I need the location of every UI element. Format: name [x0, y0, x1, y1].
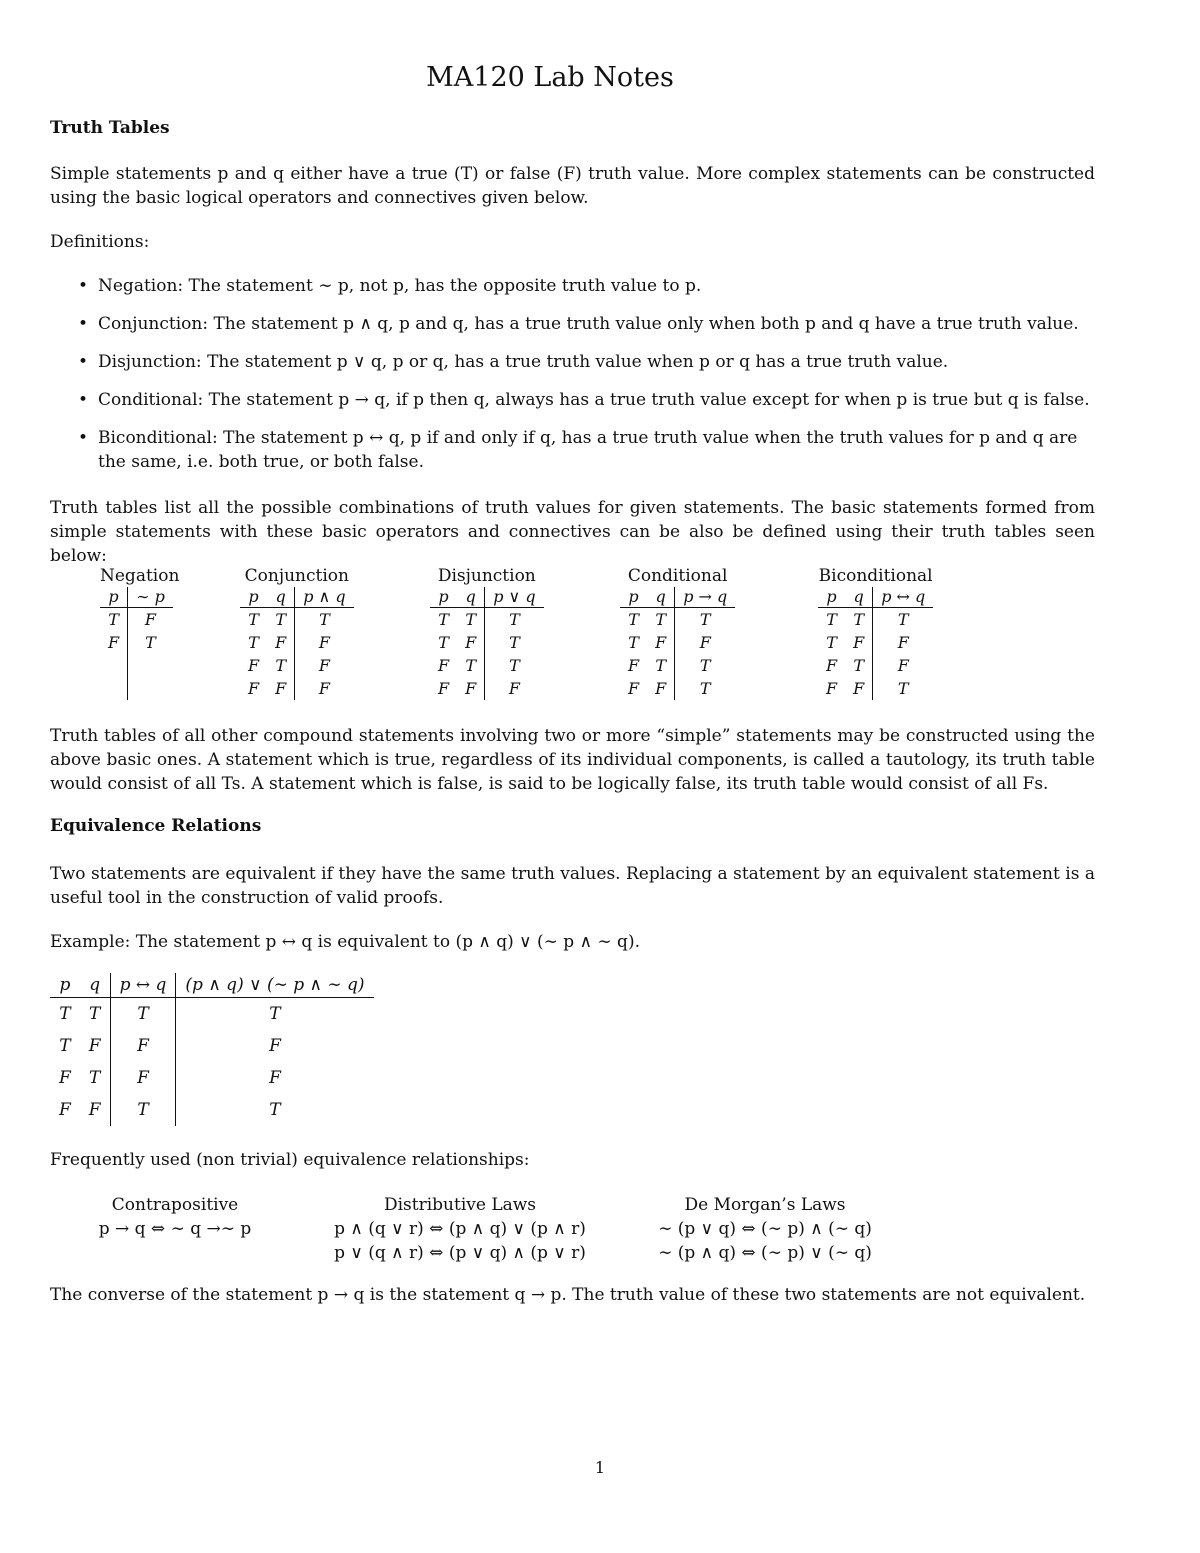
table-cell: T	[275, 610, 286, 629]
distributive-laws	[300, 1193, 620, 1265]
table-header: p	[818, 587, 845, 608]
intro-paragraph: Simple statements p and q either have a true (T) or false (F) truth value. More complex statements can be constructed using the basic logical operators and connectives given below.	[50, 164, 1095, 208]
compound-statements-paragraph: Truth tables of all other compound statements involving two or more “simple” statements may be constructed using the above basic ones. A statement which is true, regardless of its individual components, is called a tautology, its truth table would consist of all Ts. A statement which is false, is said to be logically false, its truth table would consist of all Fs.	[50, 726, 1095, 794]
table-cell: T	[655, 656, 666, 675]
law-heading: Contrapositive	[111, 1195, 239, 1215]
table-cell: F	[655, 679, 667, 698]
truth-tables-paragraph: Truth tables list all the possible combinations of truth values for given statements. The basic statements formed from simple statements with these basic operators and connectives can be also be defined using their truth tables seen below:	[50, 498, 1095, 566]
bullet-icon: •	[78, 390, 89, 410]
table-header: ∼ p	[128, 587, 173, 608]
table-cell: F	[438, 679, 450, 698]
example-line: Example: The statement p ↔ q is equivalent to (p ∧ q) ∨ (∼ p ∧ ∼ q).	[50, 932, 640, 952]
list-item	[50, 426, 1095, 474]
table-cell: F	[248, 679, 260, 698]
table-cell: F	[628, 656, 640, 675]
frequent-relations-label: Frequently used (non trivial) equivalence relationships:	[50, 1150, 530, 1170]
table-caption: Negation	[100, 566, 180, 586]
table-cell: T	[628, 610, 639, 629]
table-caption: Conditional	[627, 566, 728, 586]
table-cell: F	[248, 656, 260, 675]
table-header: q	[457, 587, 485, 608]
table-cell: T	[248, 633, 259, 652]
conditional-table	[620, 565, 735, 700]
table-cell: T	[853, 656, 864, 675]
definition-text: Negation: The statement ∼ p, not p, has the opposite truth value to p.	[98, 276, 702, 296]
table-header: p	[100, 587, 128, 608]
table-cell: F	[295, 677, 354, 700]
table-caption: Disjunction	[437, 566, 536, 586]
table-cell: T	[176, 998, 374, 1031]
table-cell: T	[485, 608, 544, 632]
table-cell: F	[438, 656, 450, 675]
table-cell: T	[110, 998, 176, 1031]
table-cell: F	[465, 633, 477, 652]
de-morgans-laws	[625, 1193, 905, 1265]
table-cell	[128, 677, 173, 700]
law-heading: De Morgan’s Laws	[684, 1195, 846, 1215]
equivalence-table	[50, 973, 374, 1126]
table-cell: F	[826, 679, 838, 698]
table-cell: F	[628, 679, 640, 698]
section-heading-truth-tables: Truth Tables	[50, 118, 170, 138]
table-cell: F	[295, 631, 354, 654]
section-heading-equivalence: Equivalence Relations	[50, 816, 262, 836]
table-header: p	[620, 587, 647, 608]
definition-text: Conjunction: The statement p ∧ q, p and q, has a true truth value only when both p and q have a true truth value.	[98, 314, 1079, 334]
contrapositive-law	[70, 1193, 280, 1241]
table-cell: T	[675, 608, 736, 632]
table-cell: T	[675, 654, 736, 677]
page-number: 1	[594, 1458, 606, 1477]
bullet-icon: •	[78, 314, 89, 334]
table-cell: T	[108, 610, 119, 629]
table-cell: F	[275, 679, 287, 698]
table-caption: Biconditional	[818, 566, 933, 586]
table-cell: T	[128, 631, 173, 654]
table-cell	[128, 654, 173, 677]
table-header: q	[845, 587, 873, 608]
table-cell: T	[485, 631, 544, 654]
page-title: MA120 Lab Notes	[426, 62, 674, 93]
table-cell: F	[88, 1100, 101, 1120]
table-cell: F	[108, 633, 120, 652]
table-cell: F	[853, 633, 865, 652]
bullet-icon: •	[78, 428, 89, 448]
negation-table	[100, 565, 179, 700]
table-cell: T	[275, 656, 286, 675]
table-cell: F	[853, 679, 865, 698]
table-cell: T	[465, 656, 476, 675]
table-cell: F	[176, 1030, 374, 1062]
disjunction-table	[430, 565, 544, 700]
table-header: q	[80, 973, 110, 998]
table-cell: T	[628, 633, 639, 652]
table-cell: F	[59, 1068, 71, 1088]
definition-text: Disjunction: The statement p ∨ q, p or q, has a true truth value when p or q has a true truth value.	[98, 352, 949, 372]
table-cell: F	[655, 633, 667, 652]
table-header: p ↔ q	[873, 587, 934, 608]
table-cell: T	[438, 633, 449, 652]
table-cell: F	[88, 1036, 101, 1056]
table-cell: F	[128, 608, 173, 632]
table-cell: F	[873, 631, 934, 654]
list-item	[50, 312, 1095, 336]
bullet-icon: •	[78, 276, 89, 296]
law-line: ∼ (p ∨ q) ⇔ (∼ p) ∧ (∼ q)	[658, 1219, 872, 1239]
table-cell: T	[248, 610, 259, 629]
table-cell: T	[59, 1004, 71, 1024]
table-cell: T	[873, 608, 934, 632]
definitions-label: Definitions:	[50, 232, 150, 252]
conjunction-table	[240, 565, 354, 700]
table-header: p ∨ q	[485, 587, 544, 608]
table-cell: F	[826, 656, 838, 675]
table-header: p ∧ q	[295, 587, 354, 608]
table-cell: T	[465, 610, 476, 629]
list-item	[50, 388, 1095, 412]
list-item	[50, 350, 1095, 374]
table-header: (p ∧ q) ∨ (∼ p ∧ ∼ q)	[176, 973, 374, 998]
table-cell: T	[89, 1068, 101, 1088]
table-header: p	[240, 587, 267, 608]
law-line: ∼ (p ∧ q) ⇔ (∼ p) ∨ (∼ q)	[658, 1243, 872, 1263]
table-cell: F	[873, 654, 934, 677]
law-line: p → q ⇔ ∼ q →∼ p	[98, 1219, 252, 1239]
table-cell: T	[295, 608, 354, 632]
table-cell: T	[873, 677, 934, 700]
list-item	[50, 274, 1095, 298]
table-cell: T	[89, 1004, 101, 1024]
law-heading: Distributive Laws	[383, 1195, 537, 1215]
table-cell: F	[110, 1030, 176, 1062]
table-header: p ↔ q	[110, 973, 176, 998]
table-cell: T	[59, 1036, 71, 1056]
table-cell: T	[655, 610, 666, 629]
definition-text: Conditional: The statement p → q, if p then q, always has a true truth value except for when p is true but q is false.	[98, 390, 1090, 410]
table-header: p	[430, 587, 457, 608]
table-cell: F	[295, 654, 354, 677]
table-cell: F	[110, 1062, 176, 1094]
table-cell: F	[465, 679, 477, 698]
table-cell	[100, 654, 128, 677]
table-cell: T	[485, 654, 544, 677]
table-cell: F	[675, 631, 736, 654]
converse-paragraph: The converse of the statement p → q is the statement q → p. The truth value of these two statements are not equivalent.	[50, 1285, 1086, 1305]
table-cell: T	[853, 610, 864, 629]
table-caption: Conjunction	[244, 566, 349, 586]
definition-text: Biconditional: The statement p ↔ q, p if and only if q, has a true truth value when the truth values for p and q are the same, i.e. both true, or both false.	[98, 428, 1078, 472]
table-cell: F	[176, 1062, 374, 1094]
table-cell	[100, 677, 128, 700]
table-cell: F	[485, 677, 544, 700]
table-cell: T	[675, 677, 736, 700]
table-cell: F	[59, 1100, 71, 1120]
table-cell: F	[275, 633, 287, 652]
biconditional-table	[818, 565, 933, 700]
equivalence-paragraph: Two statements are equivalent if they have the same truth values. Replacing a statement by an equivalent statement is a useful tool in the construction of valid proofs.	[50, 864, 1095, 908]
table-cell: T	[826, 610, 837, 629]
bullet-icon: •	[78, 352, 89, 372]
law-line: p ∨ (q ∧ r) ⇔ (p ∨ q) ∧ (p ∨ r)	[334, 1243, 586, 1263]
table-header: q	[647, 587, 675, 608]
table-cell: T	[176, 1094, 374, 1126]
table-header: q	[267, 587, 295, 608]
table-cell: T	[438, 610, 449, 629]
table-header: p → q	[675, 587, 736, 608]
definitions-list	[50, 274, 1095, 488]
table-cell: T	[110, 1094, 176, 1126]
table-header: p	[50, 973, 80, 998]
law-line: p ∧ (q ∨ r) ⇔ (p ∧ q) ∨ (p ∧ r)	[334, 1219, 586, 1239]
table-cell: T	[826, 633, 837, 652]
